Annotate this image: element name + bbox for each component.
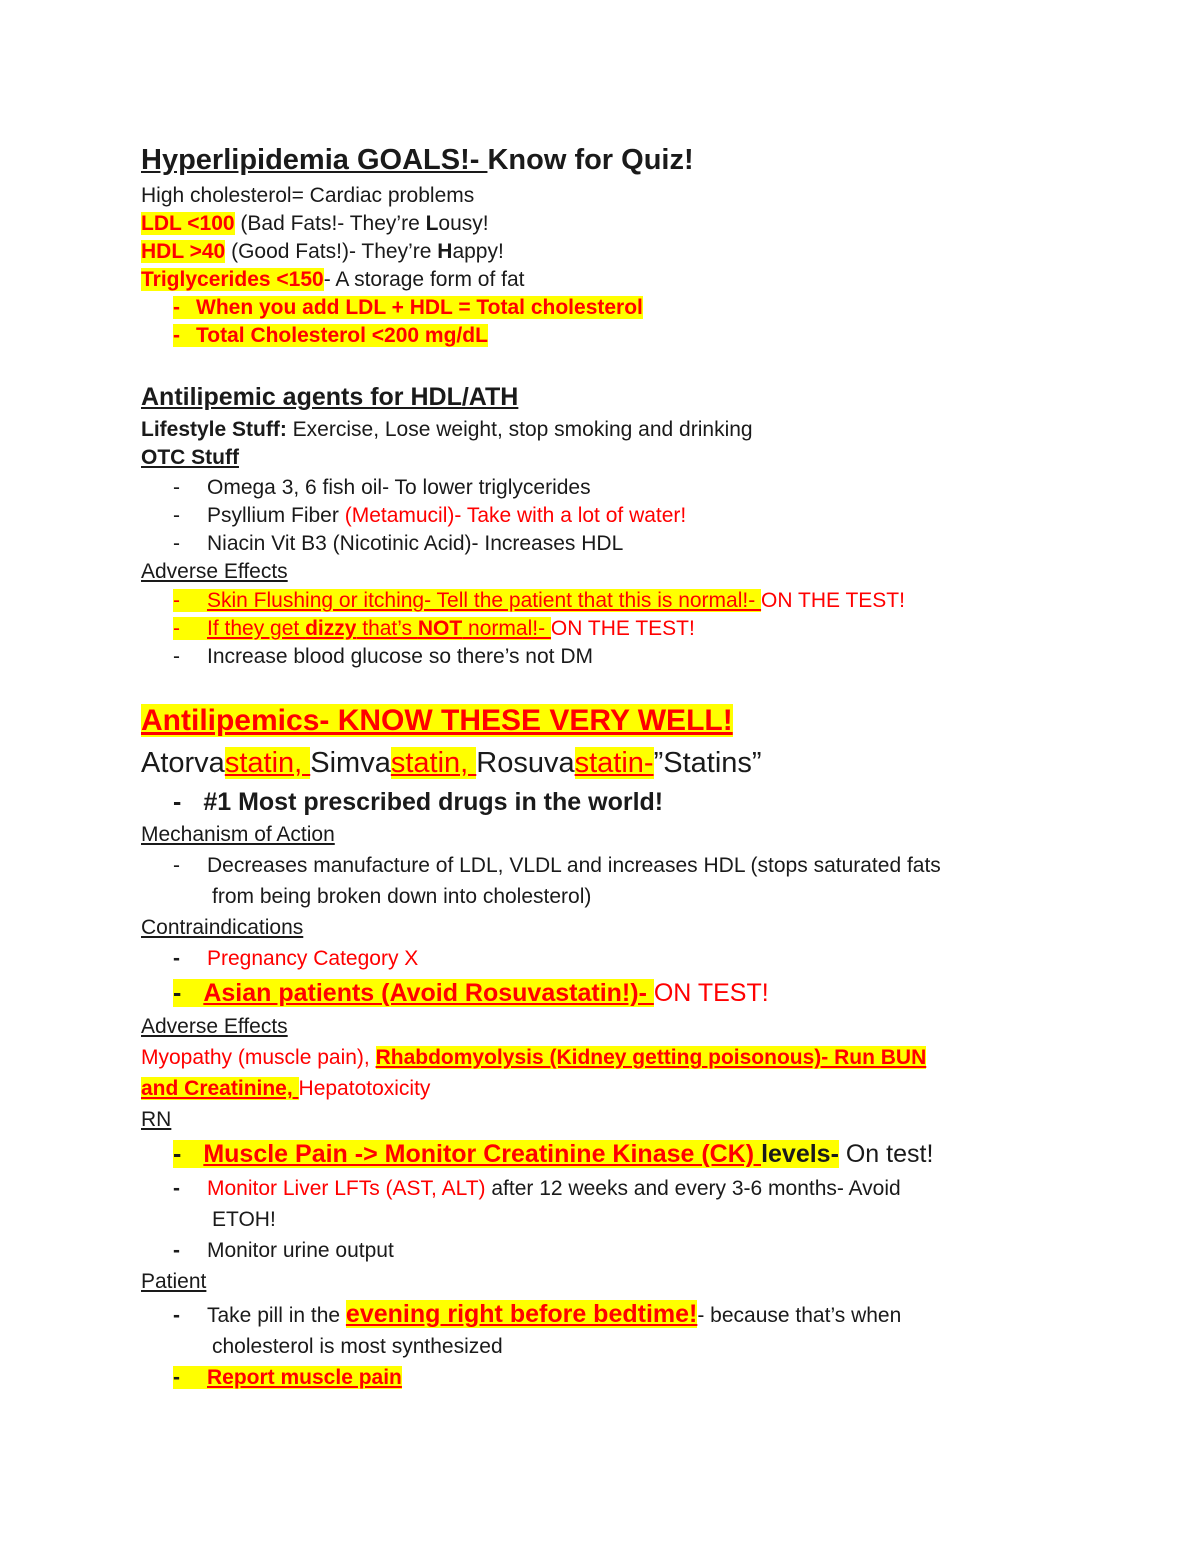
bullet-text: evening right before bedtime! <box>345 1300 698 1328</box>
otc-item-niacin <box>173 530 623 558</box>
contra-item-pregnancy <box>173 945 418 973</box>
text-run: (Bad Fats!- They’re <box>234 212 426 235</box>
bullet-text: Psyllium Fiber <box>207 504 345 527</box>
bullet-text: (Metamucil)- Take with a lot of water! <box>344 504 687 527</box>
bullet-dash: - <box>173 1140 203 1168</box>
bullet-dash: - <box>173 1304 180 1327</box>
bullet-text: ON THE TEST! <box>761 589 905 612</box>
adverse-effects-label: Adverse Effects <box>141 1015 288 1038</box>
contra-item-asian <box>173 977 769 1009</box>
drug-prefix: Simva <box>310 747 391 779</box>
line-statins <box>141 745 762 781</box>
patient-item-report <box>173 1364 402 1392</box>
bullet-text: after 12 weeks and every 3-6 months- Avoid <box>485 1177 901 1200</box>
bullet-text: ON THE TEST! <box>550 617 695 640</box>
rn-item-liver-line1 <box>173 1175 901 1203</box>
rn-item-liver-line2: ETOH! <box>212 1208 276 1231</box>
line-high-cholesterol: High cholesterol= Cardiac problems <box>141 184 475 207</box>
bullet-text: Skin Flushing or itching- Tell the patient that this is normal!- <box>207 589 762 612</box>
bullet-dash: - <box>173 947 180 970</box>
patient-item-pill-line1 <box>173 1300 901 1330</box>
bullet-dash: - <box>173 1177 180 1200</box>
bullet-text: Monitor urine output <box>207 1239 394 1262</box>
bullet-text: #1 Most prescribed drugs in the world! <box>203 788 664 816</box>
moa-item-line2: from being broken down into cholesterol) <box>212 885 592 908</box>
section-title-antilipemics <box>141 702 733 740</box>
line-ldl <box>141 210 489 238</box>
text-run: Myopathy (muscle pain), <box>141 1046 376 1069</box>
text-run: Rhabdomyolysis (Kidney getting poisonous)- Run BUN <box>375 1046 927 1069</box>
bullet-text: Increase blood glucose so there’s not DM <box>207 645 593 668</box>
bullet-dash: - <box>173 532 180 555</box>
adverse-effects-label: Adverse Effects <box>141 560 288 583</box>
bullet-text: Pregnancy Category X <box>207 947 419 970</box>
bullet-total-add <box>173 294 643 322</box>
bullet-text: ON TEST! <box>653 979 769 1007</box>
hdl-goal: HDL >40 <box>141 240 226 263</box>
text-run: and Creatinine, <box>141 1077 299 1100</box>
bullet-text: NOT <box>417 617 463 640</box>
text-run: Hepatotoxicity <box>298 1077 431 1100</box>
bullet-text: Report muscle pain <box>207 1366 402 1389</box>
triglycerides-goal: Triglycerides <150 <box>141 268 324 291</box>
rn-item-muscle <box>173 1138 933 1170</box>
bullet-dash: - <box>173 979 203 1007</box>
text-run: H <box>437 240 453 263</box>
text-run: appy! <box>452 240 504 263</box>
moa-item-line1 <box>173 852 941 880</box>
drug-prefix: Atorva <box>141 747 225 779</box>
otc-item-omega <box>173 474 591 502</box>
bullet-dash: - <box>173 476 180 499</box>
bullet-text: Decreases manufacture of LDL, VLDL and increases HDL (stops saturated fats <box>207 854 941 877</box>
line-lifestyle <box>141 416 753 444</box>
bullet-dash: - <box>173 854 180 877</box>
line-triglycerides <box>141 266 524 294</box>
bullet-text: - because that’s when <box>697 1304 902 1327</box>
rn-label: RN <box>141 1108 172 1131</box>
bullet-text: When you add LDL + HDL = Total cholesterol <box>196 296 643 319</box>
bullet-dash: - <box>173 617 207 640</box>
bullet-most-prescribed <box>173 786 663 818</box>
bullet-text: Take pill in the <box>207 1304 346 1327</box>
bullet-dash: - <box>173 296 196 319</box>
text-run: Exercise, Lose weight, stop smoking and drinking <box>286 418 753 441</box>
patient-label: Patient <box>141 1270 207 1293</box>
otc-item-psyllium <box>173 502 686 530</box>
mechanism-of-action-label: Mechanism of Action <box>141 823 335 846</box>
adverse-item-glucose <box>173 643 593 671</box>
bullet-text: dizzy <box>305 617 357 640</box>
adverse-line1 <box>141 1044 926 1072</box>
drug-suffix: statin, <box>224 747 311 779</box>
title-part: Know for Quiz! <box>487 144 694 176</box>
title-part: Hyperlipidemia GOALS!- <box>141 144 488 176</box>
otc-label: OTC Stuff <box>141 446 239 469</box>
bullet-text: levels- <box>761 1140 839 1168</box>
rn-item-urine <box>173 1237 394 1265</box>
bullet-text: If they get <box>207 617 306 640</box>
text-run: ”Statins” <box>653 747 762 779</box>
bullet-dash: - <box>173 1239 180 1262</box>
line-hdl <box>141 238 504 266</box>
bullet-total-limit <box>173 322 488 350</box>
bullet-text: Niacin Vit B3 (Nicotinic Acid)- Increases HDL <box>207 532 624 555</box>
bullet-text: normal!- <box>462 617 551 640</box>
text-run: L <box>425 212 439 235</box>
adverse-item-dizzy <box>173 615 695 643</box>
bullet-text: Monitor Liver LFTs (AST, ALT) <box>207 1177 486 1200</box>
drug-suffix: statin, <box>390 747 477 779</box>
bullet-dash: - <box>173 645 180 668</box>
drug-prefix: Rosuva <box>476 747 575 779</box>
bullet-text: Omega 3, 6 fish oil- To lower triglycerides <box>207 476 591 499</box>
bullet-text: that’s <box>356 617 418 640</box>
bullet-dash: - <box>173 788 182 816</box>
bullet-text: Asian patients (Avoid Rosuvastatin!)- <box>203 979 654 1007</box>
section-title-hyperlipidemia <box>141 142 694 178</box>
patient-item-pill-line2: cholesterol is most synthesized <box>212 1335 503 1358</box>
adverse-line2 <box>141 1075 430 1103</box>
adverse-item-flushing <box>173 587 905 615</box>
bullet-dash: - <box>173 504 180 527</box>
text-run: - A storage form of fat <box>323 268 525 291</box>
title-part: Antilipemics- KNOW THESE VERY WELL! <box>141 704 733 737</box>
bullet-text: Muscle Pain -> Monitor Creatinine Kinase (CK) <box>203 1140 762 1168</box>
contraindications-label: Contraindications <box>141 916 304 939</box>
ldl-goal: LDL <100 <box>141 212 235 235</box>
drug-suffix: statin- <box>574 747 654 779</box>
section-title-antilipemic-agents: Antilipemic agents for HDL/ATH <box>141 383 519 411</box>
bullet-dash: - <box>173 324 196 347</box>
bullet-dash: - <box>173 1366 207 1389</box>
text-run: ousy! <box>438 212 489 235</box>
text-run: (Good Fats!)- They’re <box>225 240 438 263</box>
lifestyle-label: Lifestyle Stuff: <box>141 418 287 441</box>
bullet-dash: - <box>173 589 207 612</box>
bullet-text: On test! <box>838 1140 934 1168</box>
bullet-text: Total Cholesterol <200 mg/dL <box>196 324 488 347</box>
